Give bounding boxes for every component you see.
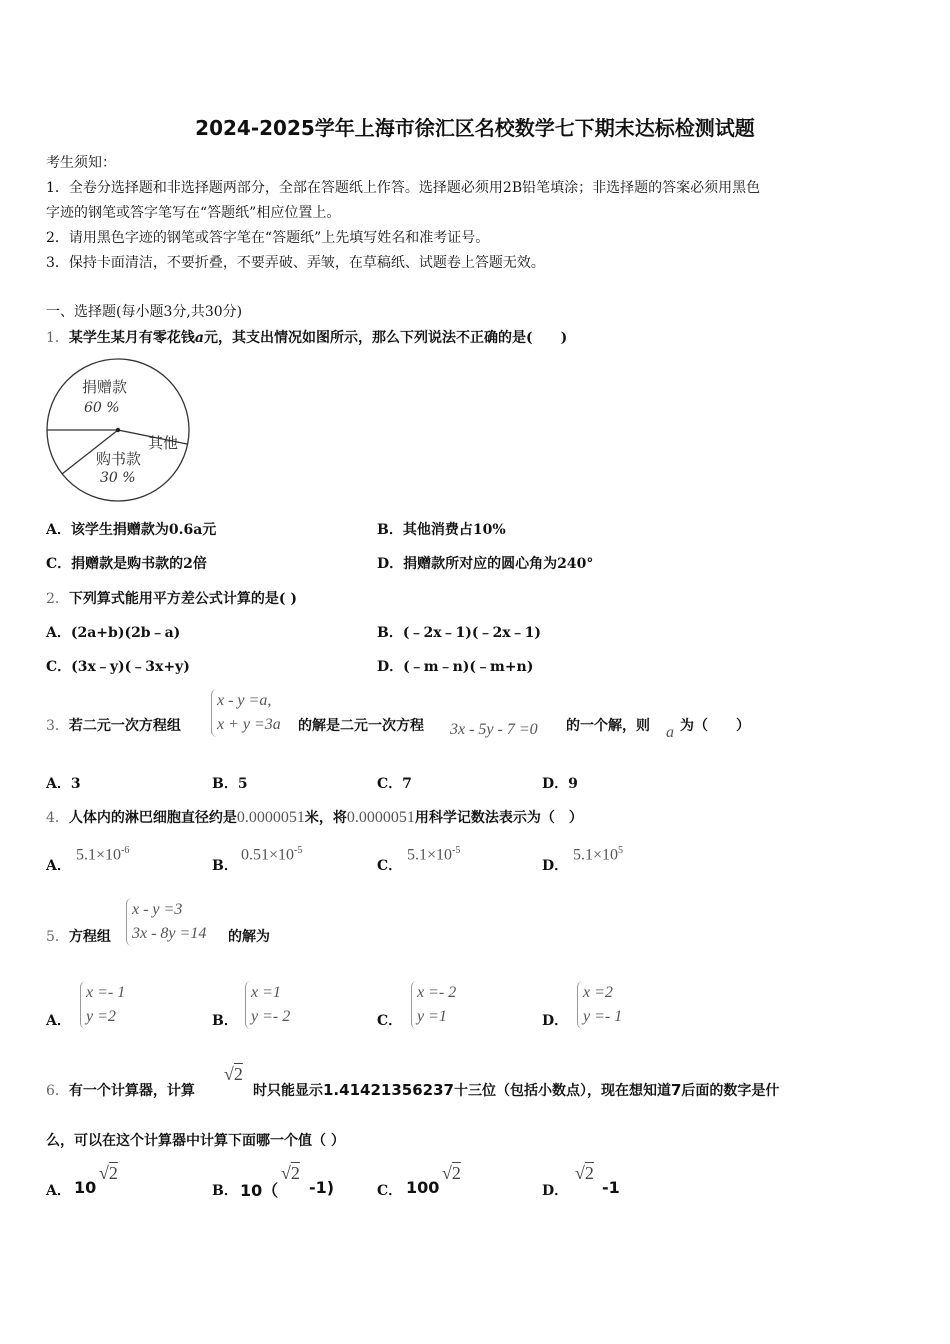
q6-option-a-value[interactable]: 10 (74, 1178, 97, 1197)
q4-option-c-label[interactable]: C． (377, 858, 403, 874)
q6-option-c-value[interactable]: 100 (406, 1178, 440, 1197)
q2-option-a[interactable]: A．(2a+b)(2b﹣a) (46, 625, 181, 641)
q2-option-c[interactable]: C．(3x﹣y)(﹣3x+y) (46, 659, 190, 675)
q5-prefix: 5．方程组 (46, 929, 111, 945)
slice-value-books: 30 % (100, 470, 136, 486)
slice-value-donation: 60 % (84, 400, 120, 416)
q6-option-d-end: -1 (602, 1178, 620, 1197)
pie-center (116, 428, 120, 432)
q6-option-b-value[interactable]: 10（ (240, 1181, 279, 1200)
q3-post-text: 的一个解，则 (566, 718, 650, 734)
q5-option-c-system[interactable]: x =- 2 y =1 (411, 981, 456, 1029)
q5-option-b-label[interactable]: B． (212, 1013, 238, 1029)
notice-line-2: 2．请用黑色字迹的钢笔或答字笔在“答题纸”上先填写姓名和准考证号。 (46, 230, 490, 246)
q3-option-c[interactable]: C．7 (377, 776, 412, 792)
slice-label-other: 其他 (148, 434, 179, 452)
q6-line-2: 么，可以在这个计算器中计算下面哪一个值（ ） (46, 1133, 345, 1149)
q6-option-c-sqrt: √2 (442, 1163, 461, 1183)
q3-equation-system: x - y =a, x + y =3a (211, 689, 281, 737)
q6-statement: 时只能显示1.41421356237十三位（包括小数点），现在想知道7后面的数字是什 (253, 1081, 780, 1099)
q6-option-a-sqrt: √2 (99, 1163, 118, 1183)
q3-option-b[interactable]: B．5 (212, 776, 248, 792)
q6-sqrt-2: √2 (224, 1064, 243, 1084)
q1-option-a[interactable]: A．该学生捐赠款为0.6a元 (46, 522, 217, 538)
q5-option-d-system[interactable]: x =2 y =- 1 (577, 981, 622, 1029)
notice-line-1a: 1．全卷分选择题和非选择题两部分，全部在答题纸上作答。选择题必须用2B铅笔填涂；非选择题的答案必须用黑色 (46, 180, 761, 196)
q5-post-text: 的解为 (228, 929, 270, 945)
q6-option-b-label[interactable]: B． (212, 1183, 238, 1199)
q6-prefix: 6．有一个计算器，计算 (46, 1083, 195, 1099)
question-1: 1．某学生某月有零花钱a元，其支出情况如图所示，那么下列说法不正确的是( ) (46, 330, 568, 346)
question-2: 2．下列算式能用平方差公式计算的是( ) (46, 591, 298, 607)
q6-option-d-label[interactable]: D． (542, 1183, 569, 1199)
q5-option-c-label[interactable]: C． (377, 1013, 403, 1029)
q6-option-b-sqrt: √2 (281, 1163, 300, 1183)
q3-option-a[interactable]: A．3 (46, 776, 81, 792)
question-number: 1． (46, 330, 69, 346)
q1-option-d[interactable]: D．捐赠款所对应的圆心角为240° (377, 556, 594, 572)
q3-end-text: 为（ ） (680, 718, 750, 734)
q6-option-a-label[interactable]: A． (46, 1183, 71, 1199)
q6-option-b-end: -1) (309, 1178, 335, 1197)
q6-option-d-sqrt[interactable]: √2 (575, 1163, 594, 1183)
q3-mid-text: 的解是二元一次方程 (298, 718, 424, 734)
q4-option-d-label[interactable]: D． (542, 858, 569, 874)
q4-option-b-value[interactable]: $0.51\times 10^{-5}$ (241, 845, 303, 864)
q5-option-a-label[interactable]: A． (46, 1013, 71, 1029)
q4-option-b-label[interactable]: B． (212, 858, 238, 874)
q1-option-b[interactable]: B．其他消费占10% (377, 522, 506, 538)
notice-line-3: 3．保持卡面清洁，不要折叠，不要弄破、弄皱，在草稿纸、试题卷上答题无效。 (46, 255, 545, 271)
notice-heading: 考生须知： (46, 155, 116, 171)
q5-option-a-system[interactable]: x =- 1 y =2 (80, 981, 125, 1029)
page-title: 2024-2025学年上海市徐汇区名校数学七下期末达标检测试题 (195, 116, 755, 140)
question-4: 4．人体内的淋巴细胞直径约是0.0000051米，将0.0000051用科学记数法表示为（ ） (46, 809, 583, 826)
q3-prefix: 3．若二元一次方程组 (46, 718, 181, 734)
q3-variable: a (666, 724, 674, 741)
q4-option-d-value[interactable]: $5.1\times 10^5$ (573, 845, 624, 864)
slice-label-books: 购书款 (96, 450, 142, 468)
q3-linear-equation: 3x - 5y - 7 =0 (450, 721, 538, 738)
q4-option-a-label[interactable]: A． (46, 858, 71, 874)
q5-option-d-label[interactable]: D． (542, 1013, 569, 1029)
q5-option-b-system[interactable]: x =1 y =- 2 (245, 981, 290, 1029)
q2-option-d[interactable]: D．(﹣m﹣n)(﹣m+n) (377, 659, 534, 675)
q4-option-a-value[interactable]: $5.1\times 10^{-6}$ (76, 845, 130, 864)
q6-option-c-label[interactable]: C． (377, 1183, 403, 1199)
q5-equation-system: x - y =3 3x - 8y =14 (126, 898, 206, 946)
q4-option-c-value[interactable]: $5.1\times 10^{-5}$ (407, 845, 461, 864)
slice-label-donation: 捐赠款 (82, 378, 128, 396)
section-heading: 一、选择题(每小题3分,共30分) (46, 304, 243, 320)
q3-option-d[interactable]: D．9 (542, 776, 578, 792)
notice-line-1b: 字迹的钢笔或答字笔写在“答题纸”相应位置上。 (46, 205, 341, 221)
q2-option-b[interactable]: B．(﹣2x﹣1)(﹣2x﹣1) (377, 625, 541, 641)
q1-option-c[interactable]: C．捐赠款是购书款的2倍 (46, 556, 207, 572)
pie-chart (40, 352, 200, 507)
